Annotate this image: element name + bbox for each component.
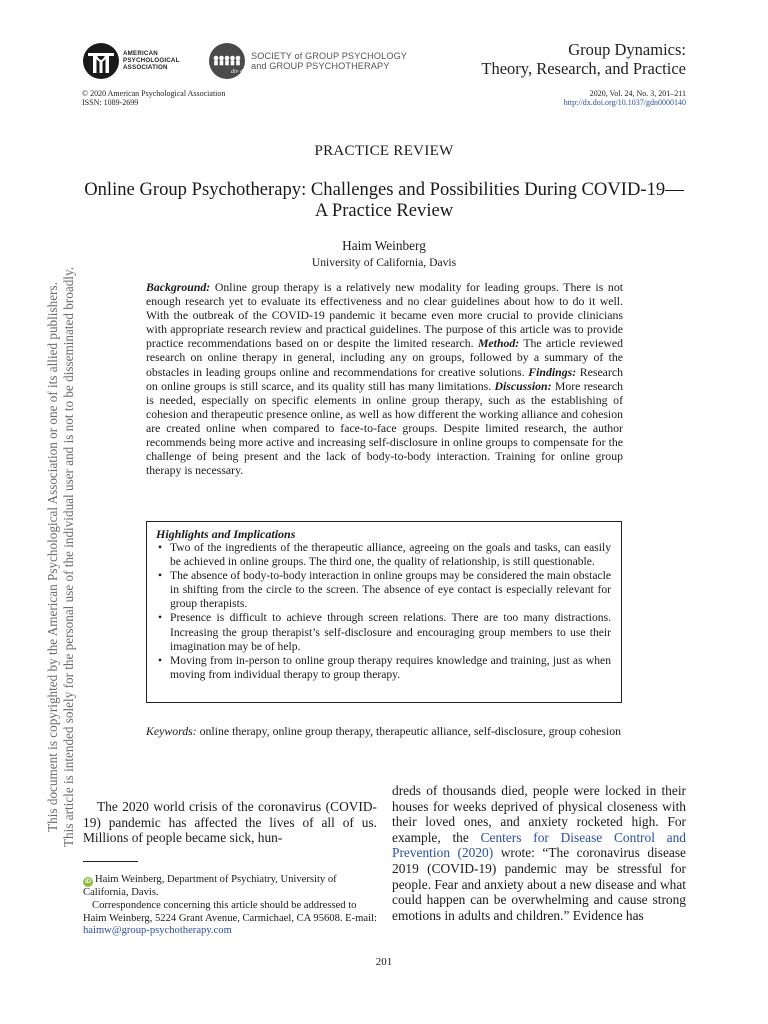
- footnote-correspondence-text: Correspondence concerning this article should be addressed to Haim Weinberg, 5224 Grant Avenue, Carmichael, CA 95608. E-mail:: [83, 900, 377, 924]
- body-right-text-start: dreds of thousands died, people were locked in their houses for weeks deprived of physical closeness with their loved ones, and anxiety rocketed high. For example, the: [392, 783, 686, 845]
- apa-logo: [82, 42, 207, 80]
- journal-title-line-1: Group Dynamics:: [568, 40, 686, 59]
- journal-title-line-2: Theory, Research, and Practice: [481, 59, 686, 78]
- apa-logo-line-1: AMERICAN: [123, 50, 158, 57]
- volume-info: 2020, Vol. 24, No. 3, 201–211: [589, 89, 686, 98]
- side-notice-line-1: This document is copyrighted by the American Psychological Association or one of its allied publishers.: [45, 282, 60, 832]
- highlight-item: • Presence is difficult to achieve through screen relations. There are too many distractions. Increasing the group therapist’s self-disclosure and encouraging group members to use their imagination may be of help.: [156, 611, 611, 653]
- cdc-citation-link[interactable]: Centers for Disease Control and Prevention (2020): [392, 829, 686, 861]
- author-affiliation: University of California, Davis: [311, 256, 457, 269]
- keywords: [146, 724, 623, 739]
- highlight-item: • The absence of body-to-body interaction in online groups may be considered the main obstacle in shifting from the circle to the screen. The absence of eye contact is especially relevant for group therapists.: [156, 569, 611, 611]
- orcid-icon[interactable]: iD: [85, 879, 91, 885]
- publication-meta-left: [82, 89, 225, 107]
- highlight-item: • Two of the ingredients of the therapeutic alliance, agreeing on the goals and tasks, can easily be achieved in online groups. The third one, the quality of relationship, is still questionable.: [156, 541, 611, 569]
- highlights-list: [156, 541, 611, 682]
- issn-line: ISSN: 1089-2699: [82, 98, 139, 107]
- keywords-label: Keywords:: [146, 724, 197, 738]
- apa-logo-icon: [82, 42, 120, 80]
- abstract-findings-label: Findings:: [528, 364, 577, 379]
- society-logo-icon: [208, 42, 246, 80]
- author-email-link[interactable]: haimw@group-psychotherapy.com: [83, 924, 232, 936]
- abstract-background: Online group therapy is a relatively new modality for leading groups. There is not enough research yet to evaluate its effectiveness and no clear guidelines about how to do it well. With the outbreak of the COVID-19 pandemic it became even more crucial to provide clinicians with appropriate research review and practical guidelines. The purpose of this article was to provide practice recommendations based on or despite the limited research.: [146, 280, 623, 351]
- apa-logo-line-2: PSYCHOLOGICAL: [123, 57, 180, 65]
- abstract-discussion-label: Discussion:: [494, 378, 552, 393]
- society-logo-text: [251, 51, 407, 71]
- highlight-item: • Moving from in-person to online group therapy requires knowledge and training, just as when moving from individual therapy to group therapy.: [156, 654, 611, 682]
- author-name: Haim Weinberg: [342, 238, 426, 253]
- side-copyright-notice: [45, 257, 79, 857]
- abstract-background-label: Background:: [146, 280, 211, 294]
- article-title: Online Group Psychotherapy: Challenges and Possibilities During COVID-19—A Practice Review: [84, 179, 684, 221]
- publication-meta-right: [564, 89, 686, 107]
- society-badge-text: div 49: [231, 69, 246, 75]
- body-left-column: The 2020 world crisis of the coronavirus (COVID-19) pandemic has affected the lives of all of us. Millions of people became sick, hun-: [83, 799, 377, 846]
- footnote-author-line: Haim Weinberg, Department of Psychiatry, University of California, Davis.: [83, 874, 337, 898]
- journal-title: [481, 40, 686, 78]
- body-right-column: [392, 783, 686, 923]
- highlights-box: [146, 521, 622, 703]
- body-right-text-end: wrote: “The coronavirus disease 2019 (COVID-19) pandemic may be stressful for people. Fear and anxiety about a new disease and what could happen can be overwhelming and cause strong emotions in adults and children.” Evidence has: [392, 845, 686, 923]
- footnote-correspondence: [83, 900, 377, 937]
- page-number: 201: [375, 956, 393, 968]
- abstract: [146, 280, 623, 477]
- apa-logo-text: [123, 50, 180, 72]
- side-notice-line-2: This article is intended solely for the personal use of the individual user and is not to be disseminated broadly.: [60, 267, 76, 847]
- section-label: PRACTICE REVIEW: [314, 143, 454, 159]
- society-logo-line-1: SOCIETY of GROUP PSYCHOLOGY: [251, 51, 408, 61]
- society-logo-line-2: and GROUP PSYCHOTHERAPY: [251, 61, 390, 71]
- abstract-method: The article reviewed research on online therapy in general, including any on groups, followed by a summary of the obstacles in leading groups online and recommendations for creative solutions.: [146, 336, 623, 379]
- abstract-method-label: Method:: [477, 336, 520, 351]
- footnote: [83, 874, 377, 937]
- highlights-title: Highlights and Implications: [156, 527, 296, 541]
- copyright-line: © 2020 American Psychological Association: [82, 89, 226, 98]
- keywords-text: online therapy, online group therapy, therapeutic alliance, self-disclosure, group cohesion: [196, 724, 622, 738]
- abstract-discussion: More research is needed, especially on specific elements in online group therapy, such as the establishing of cohesion and therapeutic presence online, as well as how different the working alliance and cohesion are created online when compared to face-to-face groups. Despite limited research, the author recommends being more active and increasing self-disclosure in online groups to compensate for the challenge of being present and the lack of body-to-body interaction. Training for online group therapy is necessary.: [146, 378, 623, 478]
- abstract-findings: Research on online groups is still scarce, and its quality still has many limitations.: [146, 364, 623, 393]
- footnote-author-paragraph: [83, 874, 377, 899]
- footnote-divider: [83, 861, 138, 862]
- apa-logo-line-3: ASSOCIATION: [123, 64, 168, 72]
- doi-link[interactable]: http://dx.doi.org/10.1037/gdn0000140: [563, 98, 686, 107]
- society-logo: [208, 42, 408, 80]
